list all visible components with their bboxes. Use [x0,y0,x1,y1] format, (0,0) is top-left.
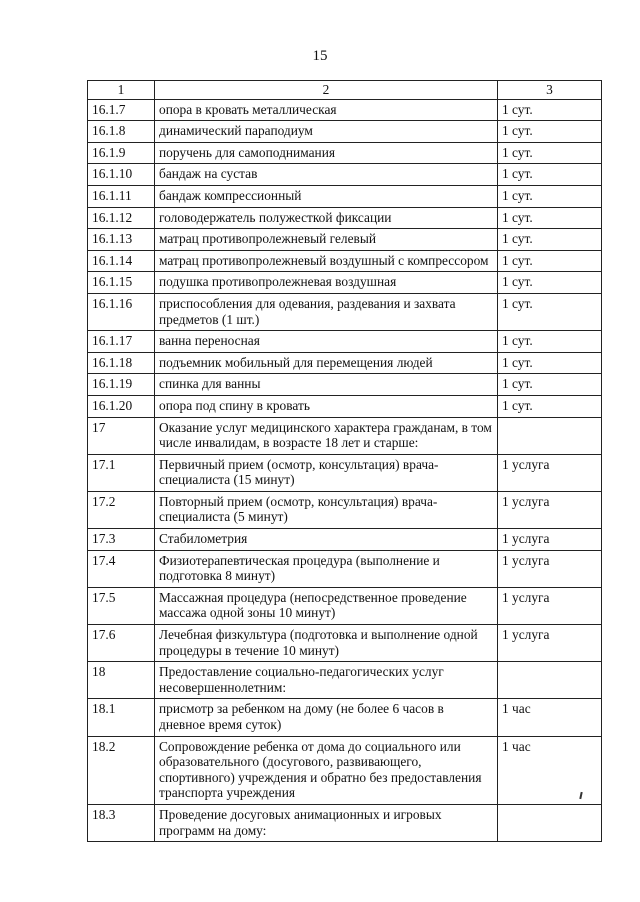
row-code-cell: 17.4 [88,550,155,587]
table-row [88,185,602,207]
row-unit-cell: 1 сут. [498,331,602,353]
row-code-cell: 16.1.14 [88,250,155,272]
row-unit-cell: 1 сут. [498,293,602,330]
row-name-cell: бандаж компрессионный [155,185,498,207]
row-name-cell: опора в кровать металлическая [155,99,498,121]
table-row [88,625,602,662]
row-unit-cell: 1 услуга [498,529,602,551]
row-name-cell: головодержатель полужесткой фиксации [155,207,498,229]
row-name-cell: Стабилометрия [155,529,498,551]
row-code-cell: 16.1.19 [88,374,155,396]
row-unit-cell: 1 услуга [498,454,602,491]
row-name-cell: Повторный прием (осмотр, консультация) врача-специалиста (5 минут) [155,491,498,528]
row-unit-cell: 1 сут. [498,164,602,186]
row-name-cell: Лечебная физкультура (подготовка и выполнение одной процедуры в течение 10 минут) [155,625,498,662]
row-name-cell: поручень для самоподнимания [155,142,498,164]
table-row [88,491,602,528]
row-code-cell: 16.1.12 [88,207,155,229]
row-name-cell: опора под спину в кровать [155,395,498,417]
table-row [88,699,602,736]
header-col-3: 3 [498,81,602,100]
table-row [88,272,602,294]
row-name-cell: бандаж на сустав [155,164,498,186]
row-code-cell: 17.6 [88,625,155,662]
row-unit-cell [498,804,602,841]
row-name-cell: Проведение досуговых анимационных и игровых программ на дому: [155,804,498,841]
header-col-2: 2 [155,81,498,100]
row-unit-cell: 1 сут. [498,121,602,143]
header-col-1: 1 [88,81,155,100]
row-code-cell: 16.1.8 [88,121,155,143]
row-name-cell: Предоставление социально-педагогических услуг несовершеннолетним: [155,662,498,699]
row-unit-cell: 1 сут. [498,99,602,121]
row-code-cell: 16.1.20 [88,395,155,417]
row-unit-cell: 1 сут. [498,250,602,272]
table-row [88,529,602,551]
table-row [88,417,602,454]
row-name-cell: Оказание услуг медицинского характера гражданам, в том числе инвалидам, в возрасте 18 лет и старше: [155,417,498,454]
table-row [88,736,602,804]
table-row [88,662,602,699]
table-row [88,99,602,121]
row-unit-cell: 1 сут. [498,374,602,396]
row-name-cell: подъемник мобильный для перемещения людей [155,352,498,374]
row-name-cell: Сопровождение ребенка от дома до социального или образовательного (досугового, развивающего, спортивного) учреждения и обратно без предоставления транспорта учреждения [155,736,498,804]
table-row [88,121,602,143]
row-unit-cell [498,417,602,454]
row-code-cell: 17 [88,417,155,454]
row-name-cell: приспособления для одевания, раздевания и захвата предметов (1 шт.) [155,293,498,330]
row-code-cell: 18.3 [88,804,155,841]
header-row [88,81,602,100]
row-unit-cell: 1 услуга [498,491,602,528]
table-row [88,374,602,396]
row-name-cell: матрац противопролежневый гелевый [155,229,498,251]
table-row [88,207,602,229]
row-code-cell: 17.1 [88,454,155,491]
table-row [88,587,602,624]
row-unit-cell: 1 услуга [498,625,602,662]
row-unit-cell: 1 сут. [498,185,602,207]
row-code-cell: 16.1.17 [88,331,155,353]
table-row [88,352,602,374]
row-code-cell: 18.1 [88,699,155,736]
table-row [88,395,602,417]
row-name-cell: Массажная процедура (непосредственное проведение массажа одной зоны 10 минут) [155,587,498,624]
row-code-cell: 17.3 [88,529,155,551]
row-unit-cell: 1 сут. [498,229,602,251]
table-row [88,454,602,491]
row-unit-cell: 1 услуга [498,550,602,587]
row-name-cell: присмотр за ребенком на дому (не более 6 часов в дневное время суток) [155,699,498,736]
row-code-cell: 17.5 [88,587,155,624]
row-code-cell: 17.2 [88,491,155,528]
row-code-cell: 18 [88,662,155,699]
row-code-cell: 18.2 [88,736,155,804]
table-row [88,164,602,186]
row-unit-cell: 1 сут. [498,142,602,164]
row-name-cell: подушка противопролежневая воздушная [155,272,498,294]
row-name-cell: матрац противопролежневый воздушный с компрессором [155,250,498,272]
row-name-cell: Первичный прием (осмотр, консультация) врача-специалиста (15 минут) [155,454,498,491]
row-code-cell: 16.1.9 [88,142,155,164]
row-code-cell: 16.1.10 [88,164,155,186]
row-unit-cell: 1 час [498,736,602,804]
row-unit-cell: 1 услуга [498,587,602,624]
row-unit-cell: 1 сут. [498,395,602,417]
row-code-cell: 16.1.11 [88,185,155,207]
row-name-cell: динамический параподиум [155,121,498,143]
table-row [88,250,602,272]
row-code-cell: 16.1.16 [88,293,155,330]
row-code-cell: 16.1.18 [88,352,155,374]
row-code-cell: 16.1.13 [88,229,155,251]
services-table [87,80,602,842]
row-code-cell: 16.1.15 [88,272,155,294]
row-unit-cell: 1 час [498,699,602,736]
row-unit-cell: 1 сут. [498,207,602,229]
row-name-cell: спинка для ванны [155,374,498,396]
row-code-cell: 16.1.7 [88,99,155,121]
table-row [88,142,602,164]
table-row [88,293,602,330]
row-name-cell: Физиотерапевтическая процедура (выполнение и подготовка 8 минут) [155,550,498,587]
table-row [88,550,602,587]
row-unit-cell: 1 сут. [498,352,602,374]
row-unit-cell [498,662,602,699]
table-row [88,229,602,251]
row-name-cell: ванна переносная [155,331,498,353]
row-unit-cell: 1 сут. [498,272,602,294]
page-number: 15 [312,48,328,64]
table-row [88,804,602,841]
table-row [88,331,602,353]
